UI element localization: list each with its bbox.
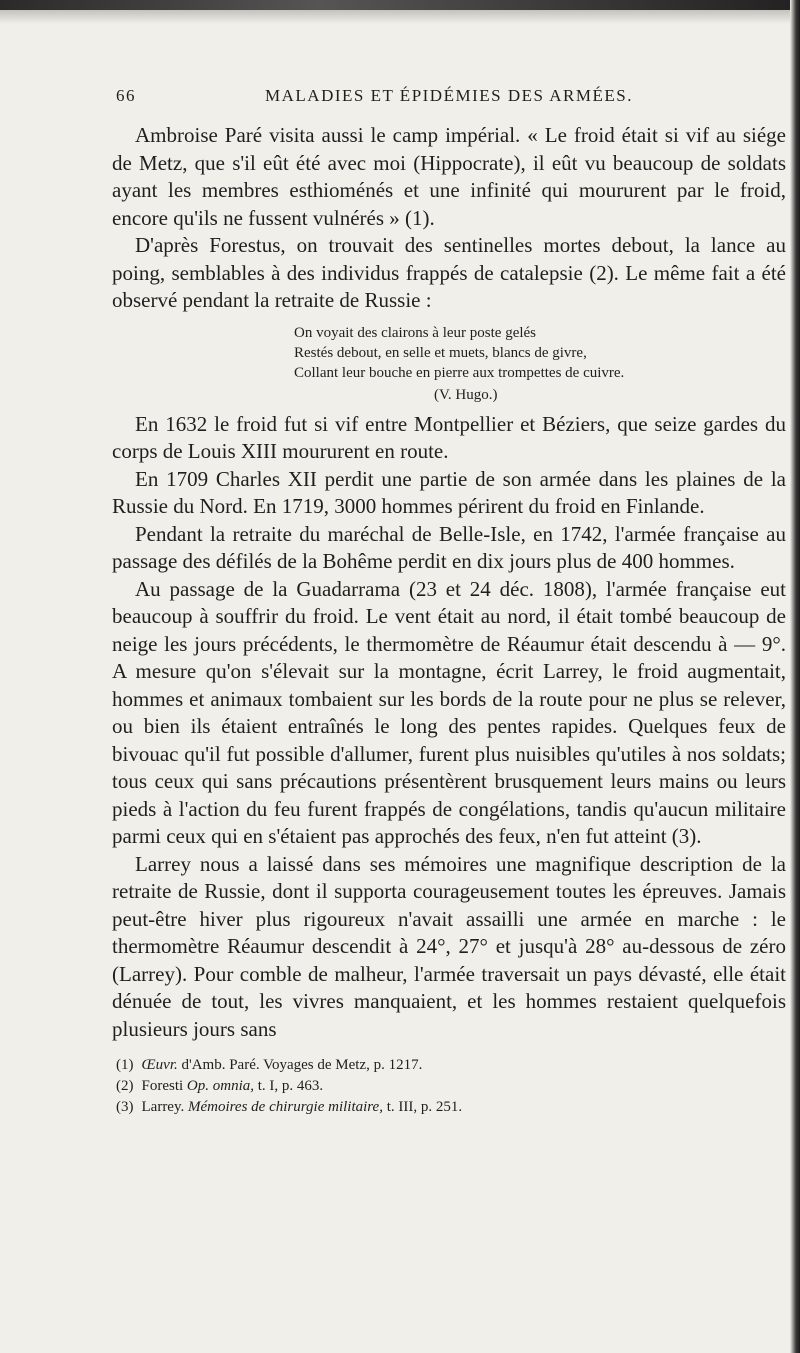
paragraph-1632: En 1632 le froid fut si vif entre Montpellier et Béziers, que seize gardes du corps de Louis XIII moururent en route. xyxy=(112,411,786,463)
footnote-1: (1) Œuvr. d'Amb. Paré. Voyages de Metz, p. 1217. xyxy=(116,1057,423,1073)
running-title: MALADIES ET ÉPIDÉMIES DES ARMÉES. xyxy=(265,86,633,105)
scan-top-edge xyxy=(0,0,800,10)
scan-right-edge xyxy=(790,0,800,1353)
poem-line: On voyait des clairons à leur poste gelés xyxy=(294,324,537,341)
paragraph-guadarrama: Au passage de la Guadarrama (23 et 24 déc. 1808), l'armée française eut beaucoup à souffrir du froid. Le vent était au nord, il était tombé beaucoup de neige les jours précédents, le thermomètre de Réaumur était descendu à — 9°. A mesure qu'on s'élevait sur la montagne, écrit Larrey, le froid augmentait, hommes et animaux tombaient sur les bords de la route pour ne plus se relever, ou bien ils étaient entraînés le long des pentes rapides. Quelques feux de bivouac qu'il fut possible d'allumer, furent plus nuisibles qu'utiles à nos soldats; tous ceux qui sans précautions présentèrent brusquement leurs mains ou leurs pieds à l'action du feu furent frappés de congélations, tandis qu'aucun militaire parmi ceux qui en s'étaient pas approchés des feux, n'en fut atteint (3). xyxy=(112,576,786,848)
poem-line: Restés debout, en selle et muets, blancs de givre, xyxy=(294,344,587,361)
footnotes xyxy=(112,1055,786,1118)
footnote-2: (2) Foresti Op. omnia, t. I, p. 463. xyxy=(116,1078,324,1094)
paragraph-belle-isle: Pendant la retraite du maréchal de Belle-Isle, en 1742, l'armée française au passage des défilés de la Bohême perdit en dix jours plus de 400 hommes. xyxy=(112,521,786,573)
paragraph-1709: En 1709 Charles XII perdit une partie de son armée dans les plaines de la Russie du Nord. En 1719, 3000 hommes périrent du froid en Finlande. xyxy=(112,466,786,518)
poem-quote xyxy=(294,323,786,405)
paragraph-larrey-russia: Larrey nous a laissé dans ses mémoires une magnifique description de la retraite de Russie, dont il supporta courageusement toutes les épreuves. Jamais peut-être hiver plus rigoureux n'avait assailli une armée en marche : le thermomètre Réaumur descendit à 24°, 27° et jusqu'à 28° au-dessous de zéro (Larrey). Pour comble de malheur, l'armée traversait un pays dévasté, elle était dénuée de tout, les vivres manquaient, et les hommes restaient quelquefois plusieurs jours sans xyxy=(112,851,786,1041)
poem-author: (V. Hugo.) xyxy=(434,386,498,403)
page-number: 66 xyxy=(116,86,136,105)
paragraph-forestus: D'après Forestus, on trouvait des sentinelles mortes debout, la lance au poing, semblables à des individus frappés de catalepsie (2). Le même fait a été observé pendant la retraite de Russie : xyxy=(112,233,786,312)
paragraph-pare: Ambroise Paré visita aussi le camp impérial. « Le froid était si vif au siége de Metz, que s'il eût été avec moi (Hippocrate), il eût vu beaucoup de soldats ayant les membres esthioménés et une infinité qui moururent par le froid, encore qu'ils ne fussent vulnérés » (1). xyxy=(112,123,786,230)
poem-line: Collant leur bouche en pierre aux trompettes de cuivre. xyxy=(294,364,625,381)
footnote-3: (3) Larrey. Mémoires de chirurgie militaire, t. III, p. 251. xyxy=(116,1099,463,1115)
book-page xyxy=(112,86,786,1118)
running-header xyxy=(112,86,786,116)
scan-top-shadow xyxy=(0,10,800,24)
